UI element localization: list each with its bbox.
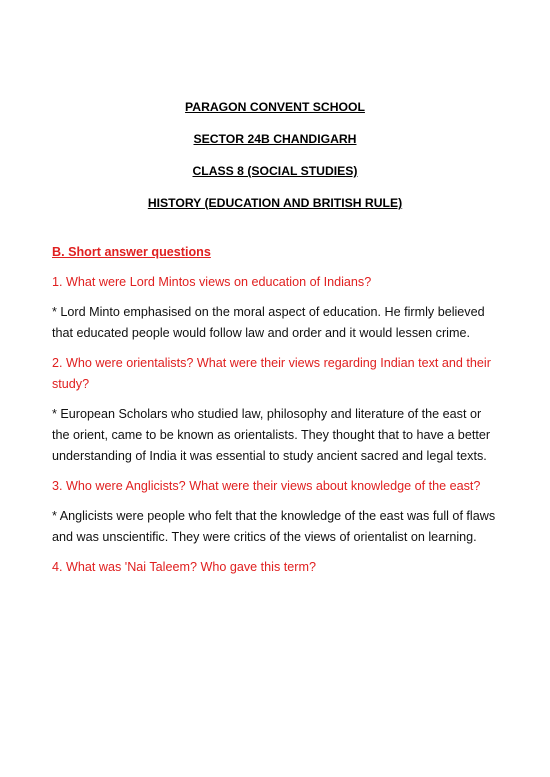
question-2: 2. Who were orientalists? What were their views regarding Indian text and their study? <box>52 356 491 391</box>
document-body <box>52 242 500 587</box>
question-1: 1. What were Lord Mintos views on education of Indians? <box>52 275 372 289</box>
section-title: B. Short answer questions <box>52 245 211 259</box>
school-name: PARAGON CONVENT SCHOOL <box>185 100 365 114</box>
question-3: 3. Who were Anglicists? What were their views about knowledge of the east? <box>52 479 481 493</box>
answer-2: * European Scholars who studied law, philosophy and literature of the east or the orient, came to be known as orientalists. They thought that to have a better understanding of India it was essential to study ancient sacred and legal texts. <box>52 407 491 463</box>
subject-title: HISTORY (EDUCATION AND BRITISH RULE) <box>147 196 403 210</box>
question-4: 4. What was 'Nai Taleem? Who gave this term? <box>52 560 316 574</box>
class-title: CLASS 8 (SOCIAL STUDIES) <box>192 164 358 178</box>
answer-3: * Anglicists were people who felt that the knowledge of the east was full of flaws and was unscientific. They were critics of the views of orientalist on learning. <box>52 509 496 544</box>
school-address: SECTOR 24B CHANDIGARH <box>193 132 357 146</box>
answer-1: * Lord Minto emphasised on the moral aspect of education. He firmly believed that educated people would follow law and order and it would lessen crime. <box>52 305 485 340</box>
